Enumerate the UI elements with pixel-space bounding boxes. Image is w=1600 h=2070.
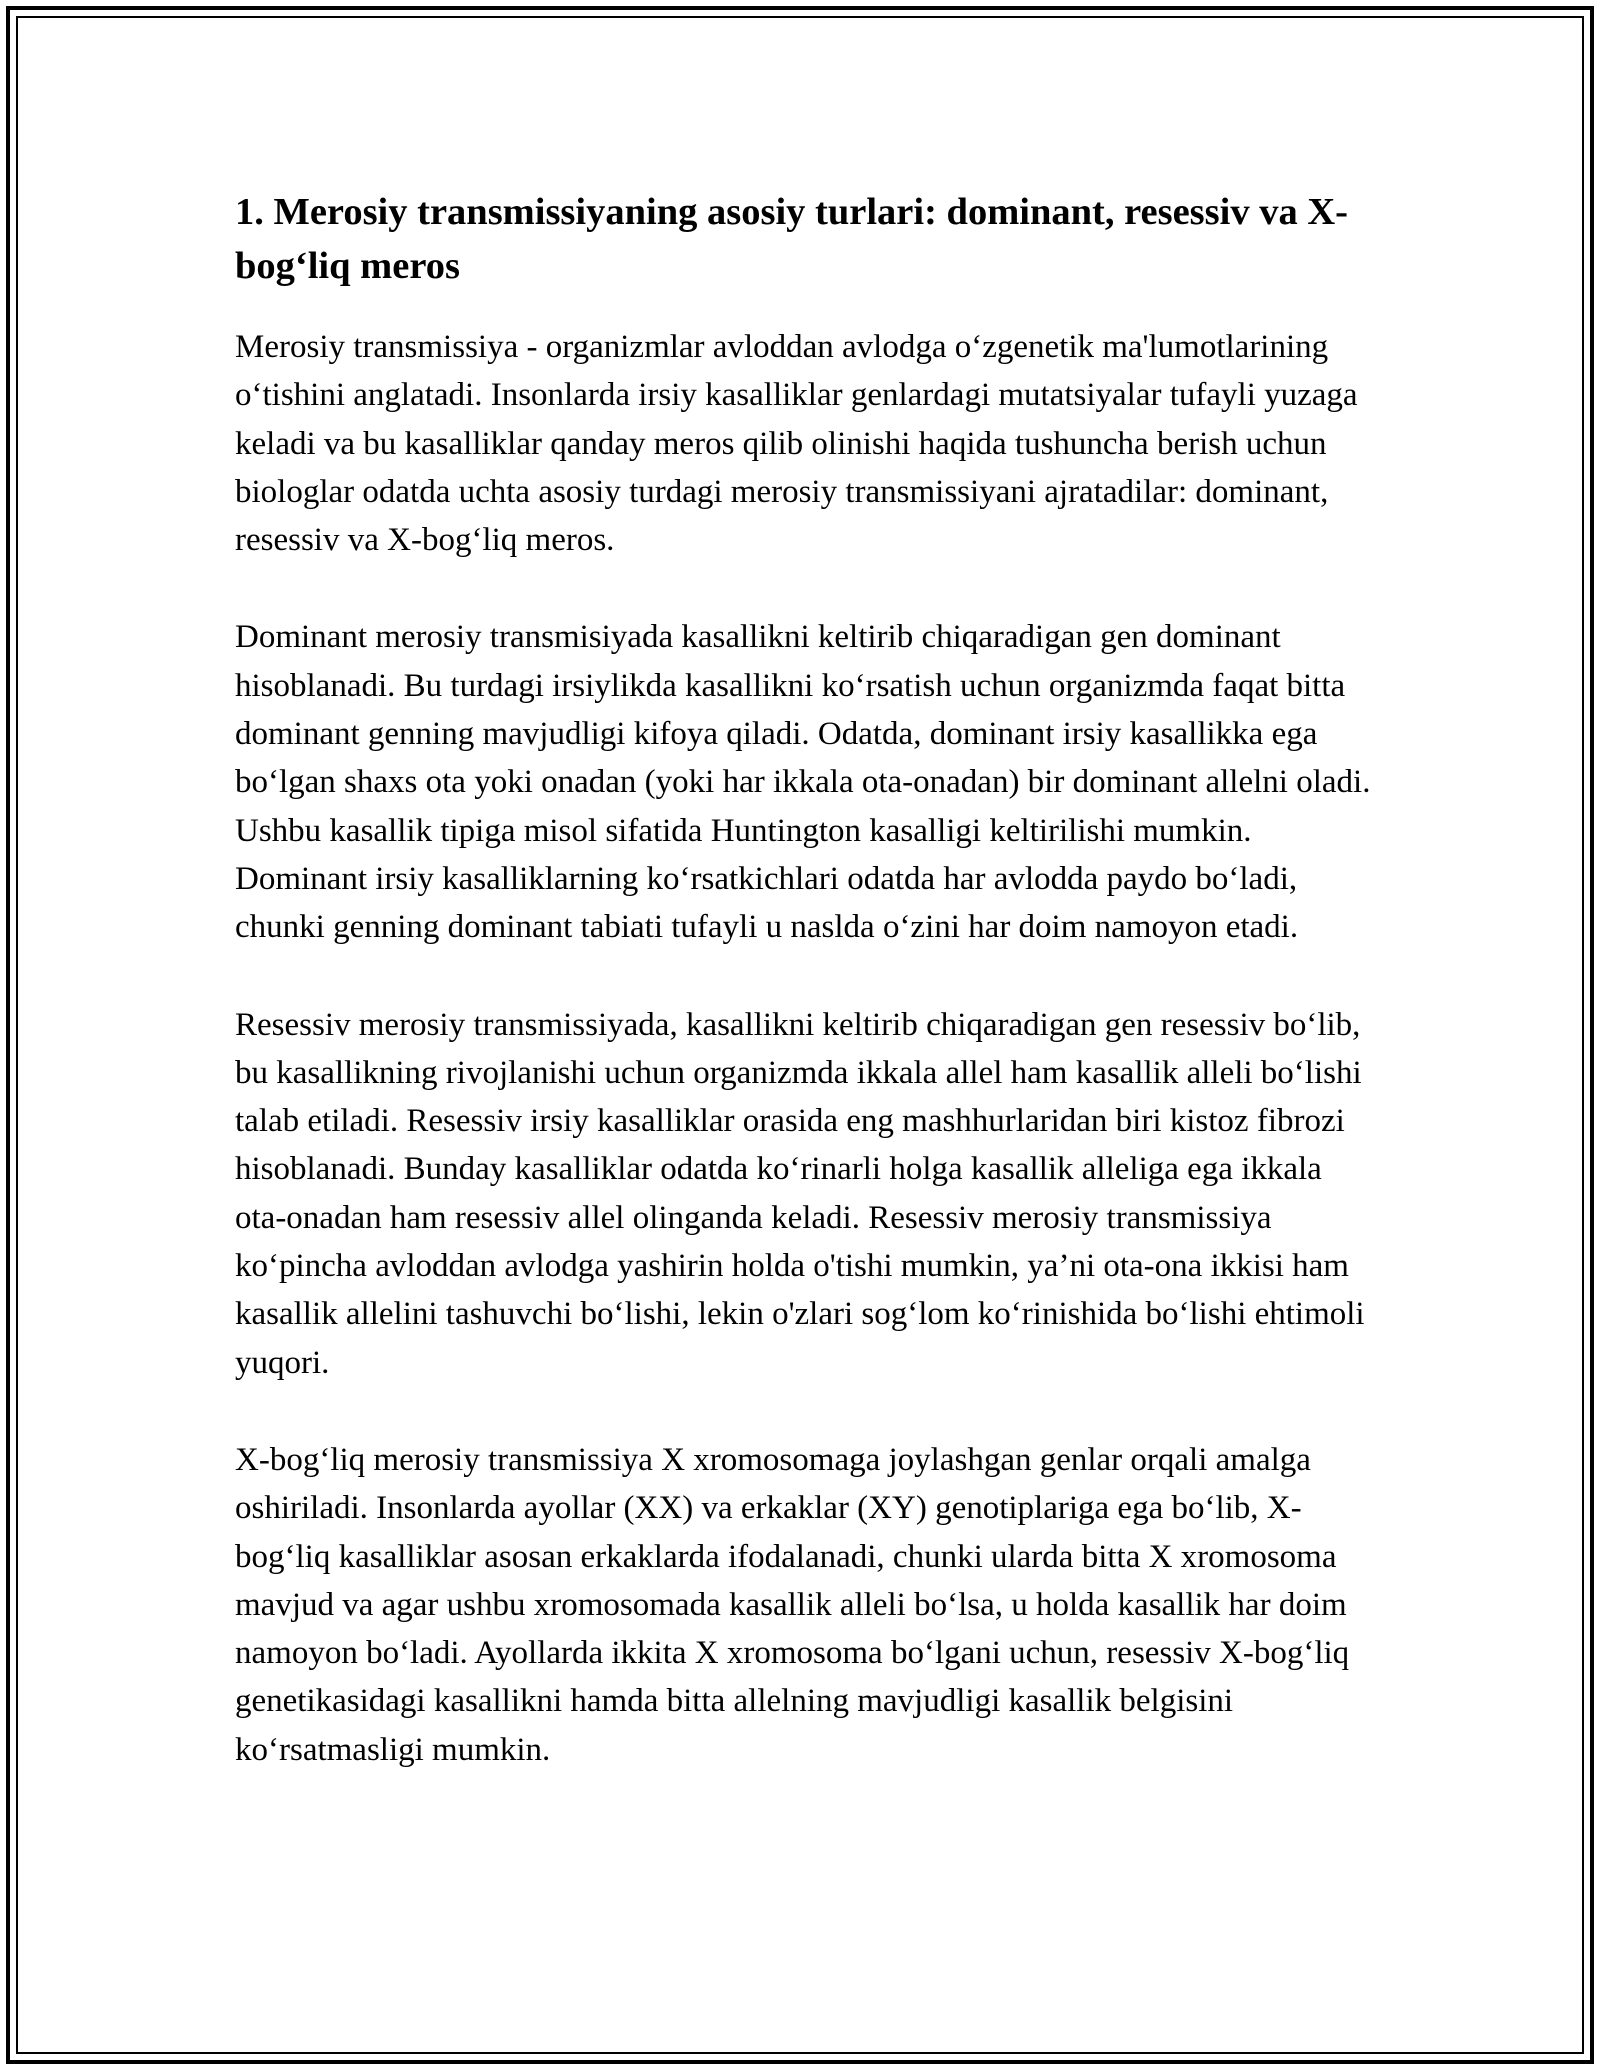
paragraph-intro: Merosiy transmissiya - organizmlar avloddan avlodga o‘zgenetik ma'lumotlarining o‘tishini anglatadi. Insonlarda irsiy kasalliklar genlardagi mutatsiyalar tufayli yuzaga keladi va bu kasalliklar qanday meros qilib olinishi haqida tushuncha berish uchun biologlar odatda uchta asosiy turdagi merosiy transmissiyani ajratadilar: dominant, resessiv va X-bog‘liq meros. — [235, 329, 1358, 559]
paragraph-dominant: Dominant merosiy transmisiyada kasallikni keltirib chiqaradigan gen dominant hisoblanadi. Bu turdagi irsiylikda kasallikni ko‘rsatish uchun organizmda faqat bitta dominant genning mavjudligi kifoya qiladi. Odatda, dominant irsiy kasallikka ega bo‘lgan shaxs ota yoki onadan (yoki har ikkala ota-onadan) bir dominant allelni oladi. Ushbu kasallik tipiga misol sifatida Huntington kasalligi keltirilishi mumkin. Dominant irsiy kasalliklarning ko‘rsatkichlari odatda har avlodda paydo bo‘ladi, chunki genning dominant tabiati tufayli u naslda o‘zini har doim namoyon etadi. — [235, 619, 1371, 946]
document-body — [235, 185, 1375, 1823]
paragraph-recessive: Resessiv merosiy transmissiyada, kasallikni keltirib chiqaradigan gen resessiv bo‘lib, bu kasallikning rivojlanishi uchun organizmda ikkala allel ham kasallik alleli bo‘lishi talab etiladi. Resessiv irsiy kasalliklar orasida eng mashhurlaridan biri kistoz fibrozi hisoblanadi. Bunday kasalliklar odatda ko‘rinarli holga kasallik alleliga ega ikkala ota-onadan ham resessiv allel olinganda keladi. Resessiv merosiy transmissiya ko‘pincha avloddan avlodga yashirin holda o'tishi mumkin, ya’ni ota-ona ikkisi ham kasallik allelini tashuvchi bo‘lishi, lekin o'zlari sog‘lom ko‘rinishida bo‘lishi ehtimoli yuqori. — [235, 1006, 1365, 1381]
section-heading: 1. Merosiy transmissiyaning asosiy turlari: dominant, resessiv va X-bog‘liq meros — [235, 191, 1348, 287]
paragraph-x-linked: X-bog‘liq merosiy transmissiya X xromosomaga joylashgan genlar orqali amalga oshiriladi. Insonlarda ayollar (XX) va erkaklar (XY) genotiplariga ega bo‘lib, X-bog‘liq kasalliklar asosan erkaklarda ifodalanadi, chunki ularda bitta X xromosoma mavjud va agar ushbu xromosomada kasallik alleli bo‘lsa, u holda kasallik har doim namoyon bo‘ladi. Ayollarda ikkita X xromosoma bo‘lgani uchun, resessiv X-bog‘liq genetikasidagi kasallikni hamda bitta allelning mavjudligi kasallik belgisini ko‘rsatmasligi mumkin. — [235, 1441, 1350, 1768]
